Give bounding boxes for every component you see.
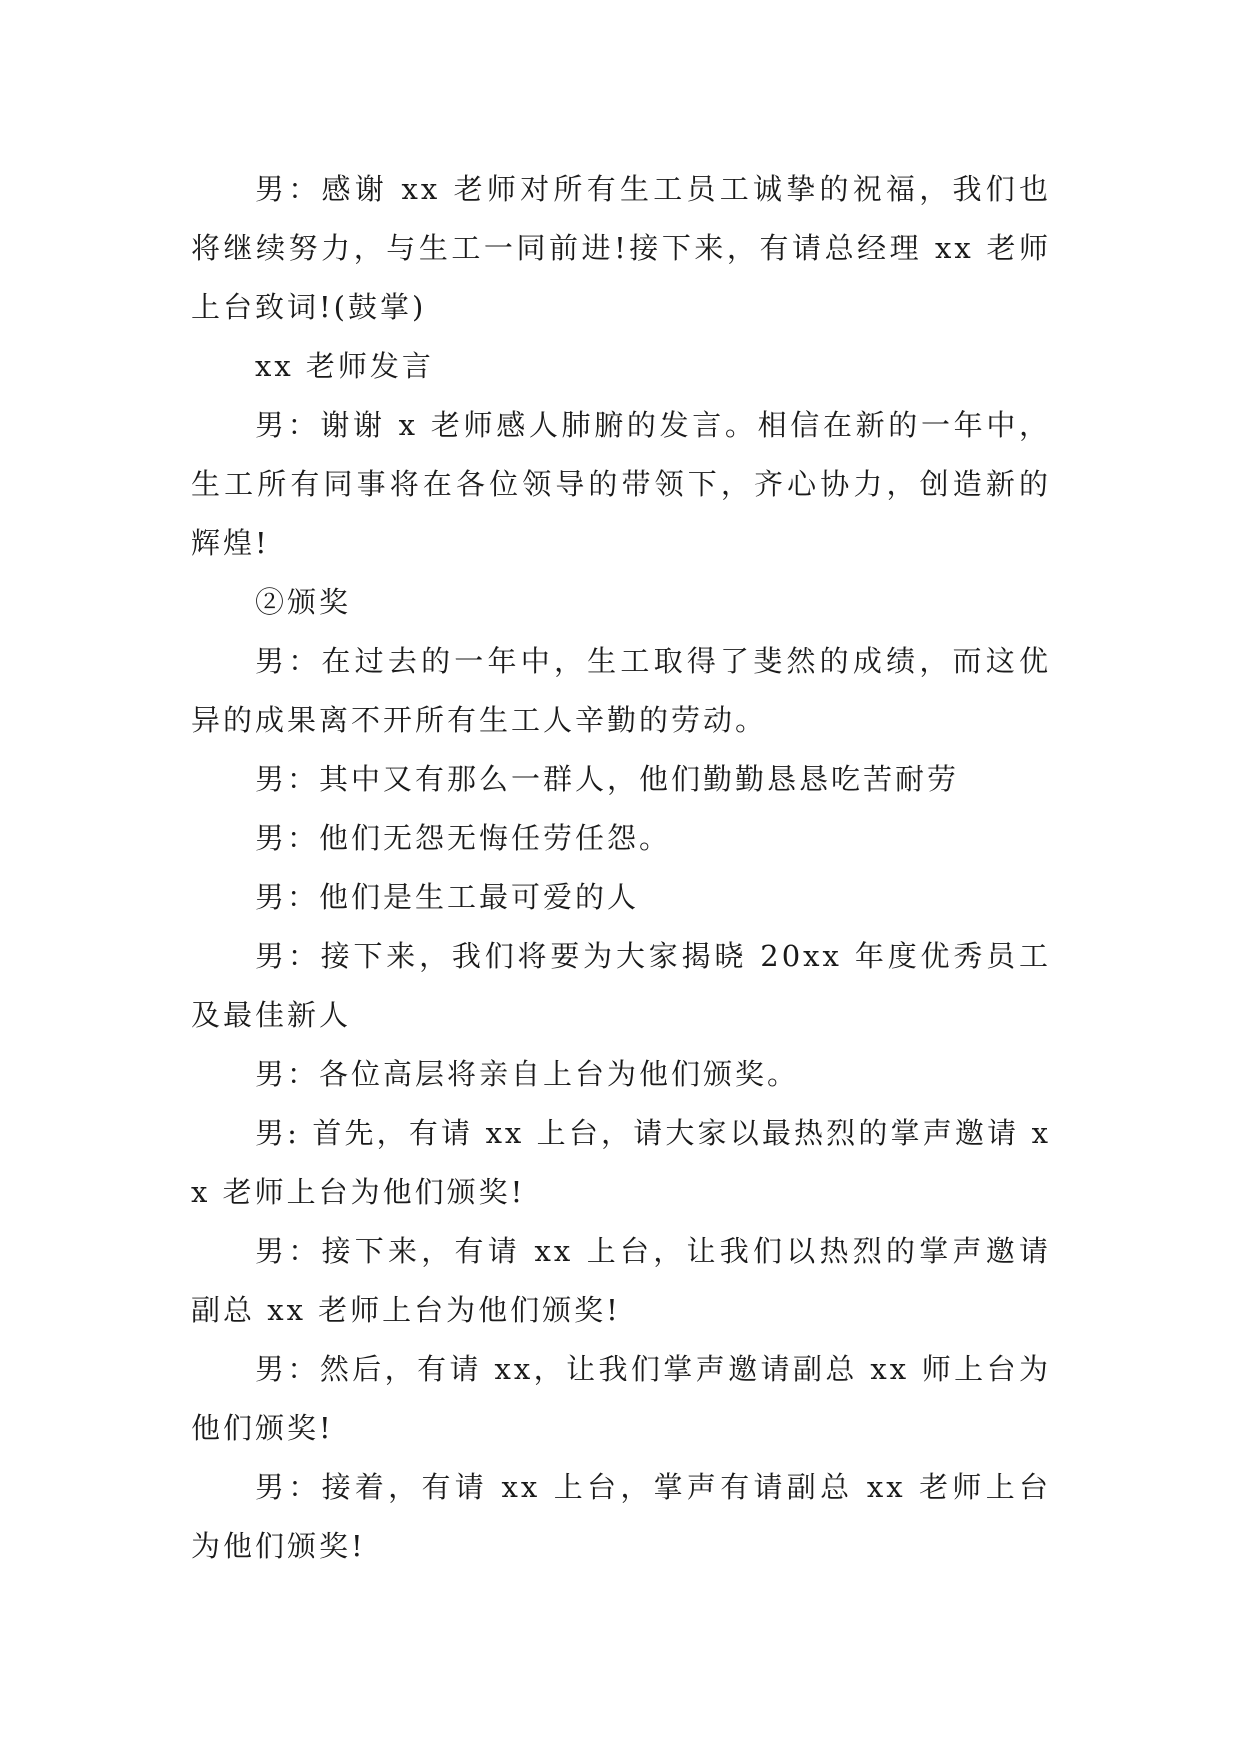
paragraph-teacher-speech: xx 老师发言	[255, 349, 434, 383]
section-heading-awards: ②颁奖	[255, 585, 352, 619]
paragraph-second-presenter: 男：接下来，有请 xx 上台，让我们以热烈的掌声邀请副总 xx 老师上台为他们颁奖!	[191, 1234, 1051, 1327]
paragraph-no-complaints: 男：他们无怨无悔任劳任怨。	[255, 821, 672, 855]
paragraph-announce-winners: 男：接下来，我们将要为大家揭晓 20xx 年度优秀员工及最佳新人	[191, 939, 1051, 1032]
paragraph-thanks-blessing: 男：感谢 xx 老师对所有生工员工诚挚的祝福，我们也将继续努力，与生工一同前进!接下来，有请总经理 xx 老师上台致词!(鼓掌)	[191, 172, 1051, 324]
paragraph-past-year: 男：在过去的一年中，生工取得了斐然的成绩，而这优异的成果离不开所有生工人辛勤的劳动。	[191, 644, 1051, 737]
paragraph-loveliest-people: 男：他们是生工最可爱的人	[255, 880, 640, 914]
paragraph-fourth-presenter: 男：接着，有请 xx 上台，掌声有请副总 xx 老师上台为他们颁奖!	[191, 1470, 1051, 1563]
paragraph-first-presenter: 男: 首先，有请 xx 上台，请大家以最热烈的掌声邀请 xx 老师上台为他们颁奖!	[191, 1116, 1051, 1209]
paragraph-third-presenter: 男：然后，有请 xx，让我们掌声邀请副总 xx 师上台为他们颁奖!	[191, 1352, 1051, 1445]
paragraph-executives-present: 男：各位高层将亲自上台为他们颁奖。	[255, 1057, 800, 1091]
paragraph-group-of-people: 男：其中又有那么一群人，他们勤勤恳恳吃苦耐劳	[255, 762, 960, 796]
document-body	[191, 160, 1051, 1576]
paragraph-thanks-speech: 男：谢谢 x 老师感人肺腑的发言。相信在新的一年中，生工所有同事将在各位领导的带领下，齐心协力，创造新的辉煌!	[191, 408, 1051, 560]
